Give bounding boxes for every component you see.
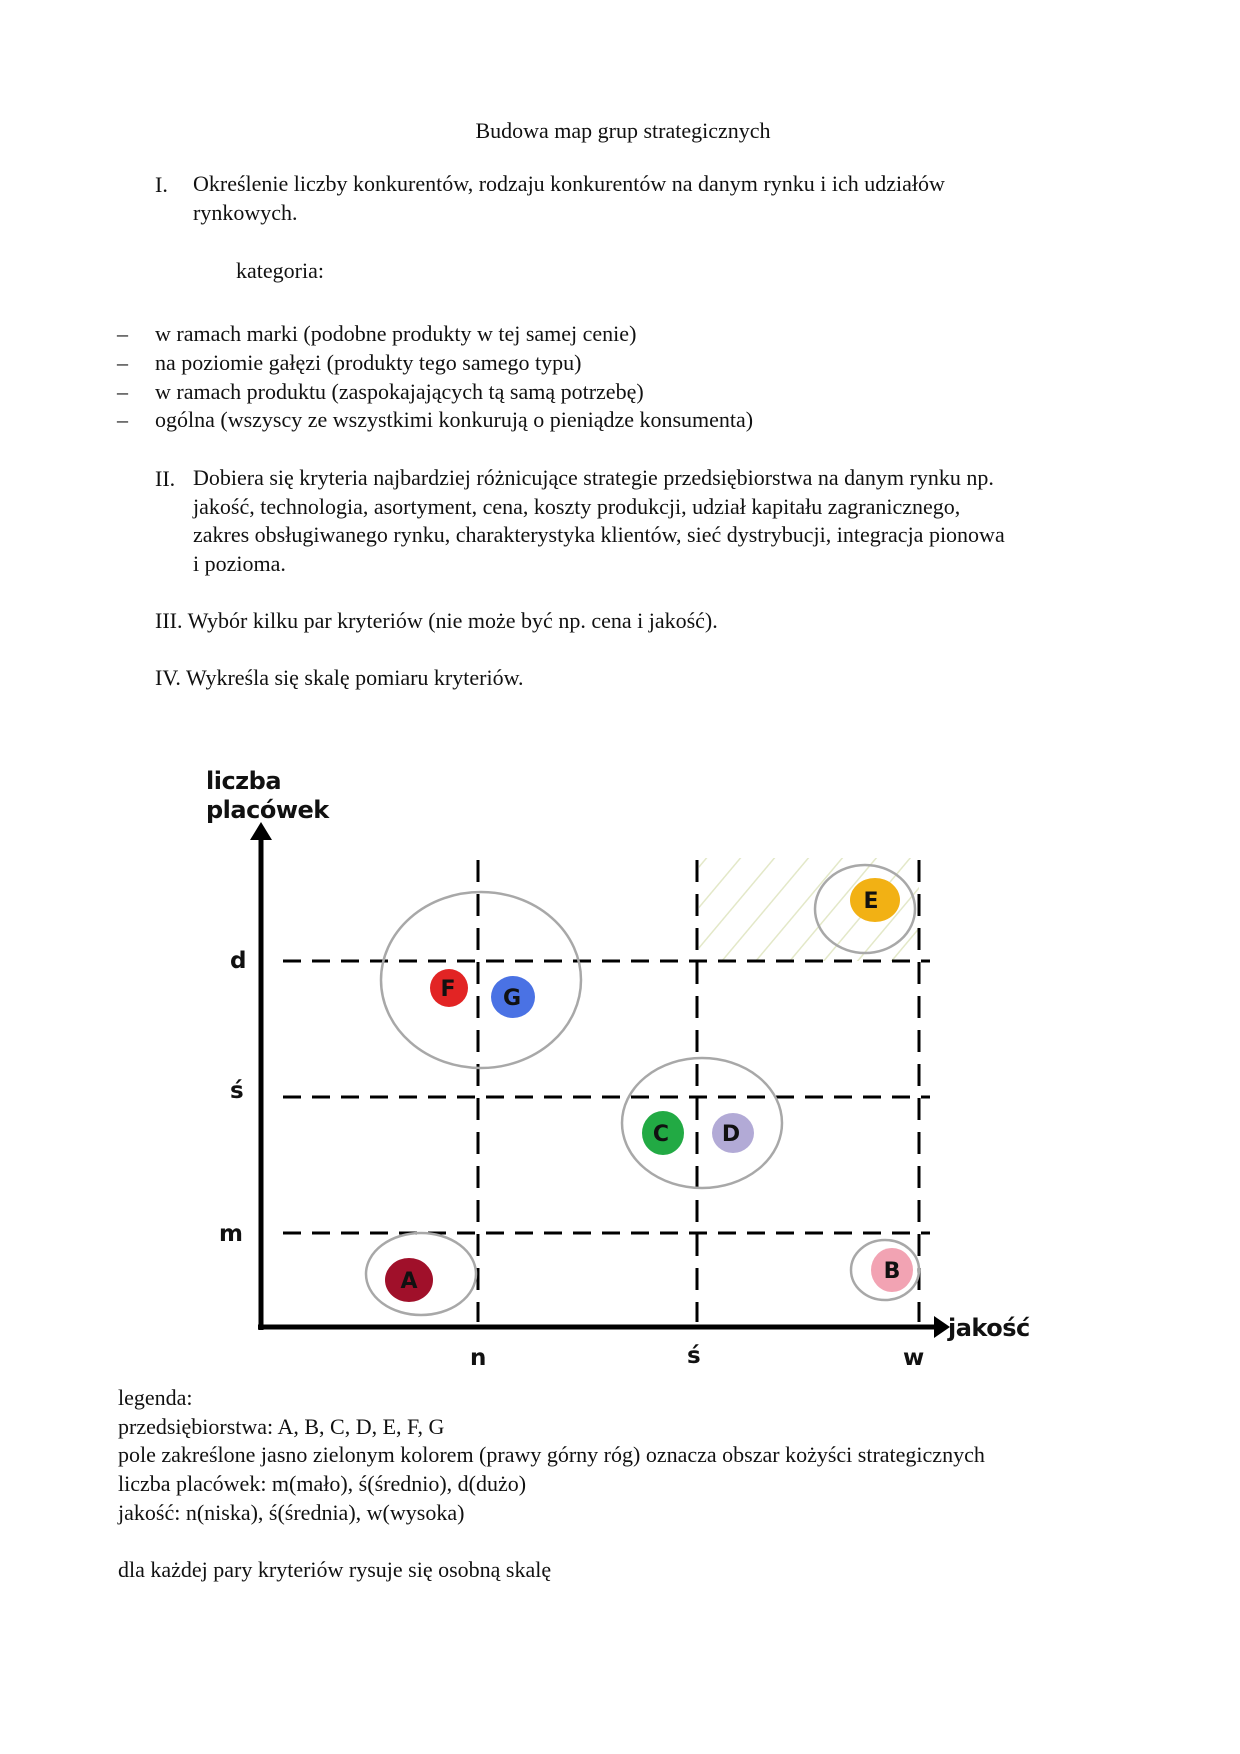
svg-text:C: C xyxy=(652,1122,670,1147)
company-f xyxy=(430,969,468,1007)
company-g xyxy=(491,976,535,1018)
company-b xyxy=(871,1248,913,1292)
section-ii-line: zakres obsługiwanego rynku, charakterystyka klientów, sieć dystrybucji, integracja pionowa xyxy=(193,522,1005,548)
svg-text:E: E xyxy=(863,889,879,914)
svg-text:A: A xyxy=(400,1269,418,1294)
company-d xyxy=(712,1113,754,1153)
bullet: – xyxy=(117,407,128,432)
section-ii-line: i pozioma. xyxy=(193,551,286,577)
bullet: – xyxy=(117,379,128,404)
legend-heading: legenda: xyxy=(118,1385,193,1410)
legend-line: przedsiębiorstwa: A, B, C, D, E, F, G xyxy=(118,1413,445,1439)
svg-text:B: B xyxy=(883,1259,901,1284)
y-tick-s: ś xyxy=(230,1078,244,1104)
section-iii-text: Wybór kilku par kryteriów (nie może być np. cena i jakość). xyxy=(187,608,718,633)
x-tick-w: w xyxy=(903,1345,925,1371)
section-iv-text: Wykreśla się skalę pomiaru kryteriów. xyxy=(186,665,524,690)
svg-text:F: F xyxy=(440,977,456,1002)
section-number-iii: III. xyxy=(155,608,183,633)
list-item: w ramach produktu (zaspokajających tą samą potrzebę) xyxy=(155,379,644,404)
legend-line: liczba placówek: m(mało), ś(średnio), d(dużo) xyxy=(118,1471,527,1497)
closing-note: dla każdej pary kryteriów rysuje się osobną skalę xyxy=(118,1557,552,1582)
group-ellipse-fg xyxy=(381,892,581,1068)
bullet: – xyxy=(117,350,128,375)
section-number-i: I. xyxy=(155,172,168,197)
company-e xyxy=(850,878,900,922)
document-title: Budowa map grup strategicznych xyxy=(475,118,771,143)
y-tick-m: m xyxy=(219,1221,243,1247)
section-ii-line: jakość, technologia, asortyment, cena, koszty produkcji, udział kapitału zagranicznego, xyxy=(193,493,961,519)
bullet: – xyxy=(117,321,128,346)
x-axis-title: jakość xyxy=(948,1314,1030,1342)
list-item: na poziomie gałęzi (produkty tego samego typu) xyxy=(155,350,582,375)
section-number-ii: II. xyxy=(155,466,176,491)
x-tick-s: ś xyxy=(687,1343,701,1369)
list-item: ogólna (wszyscy ze wszystkimi konkurują o pieniądze konsumenta) xyxy=(155,407,754,432)
svg-text:G: G xyxy=(502,986,522,1011)
y-axis-title-line: liczba xyxy=(206,767,282,795)
section-i-line: rynkowych. xyxy=(193,199,298,225)
section-number-iv: IV. xyxy=(155,665,181,690)
legend xyxy=(118,1384,985,1528)
x-tick-n: n xyxy=(470,1345,487,1371)
legend-line: jakość: n(niska), ś(średnia), w(wysoka) xyxy=(118,1499,465,1525)
y-tick-d: d xyxy=(230,948,247,974)
y-axis-title xyxy=(206,767,329,825)
svg-text:D: D xyxy=(721,1122,741,1147)
company-c xyxy=(642,1111,684,1155)
legend-line: pole zakreślone jasno zielonym kolorem (prawy górny róg) oznacza obszar kożyści strategicznych xyxy=(118,1442,985,1468)
y-axis-title-line: placówek xyxy=(206,796,329,824)
category-label: kategoria: xyxy=(236,258,324,283)
list-item: w ramach marki (podobne produkty w tej samej cenie) xyxy=(155,321,637,346)
company-a xyxy=(385,1258,433,1302)
section-ii-line: Dobiera się kryteria najbardziej różnicujące strategie przedsiębiorstwa na danym rynku np. xyxy=(193,465,994,490)
section-i-line: Określenie liczby konkurentów, rodzaju konkurentów na danym rynku i ich udziałów xyxy=(193,171,945,196)
